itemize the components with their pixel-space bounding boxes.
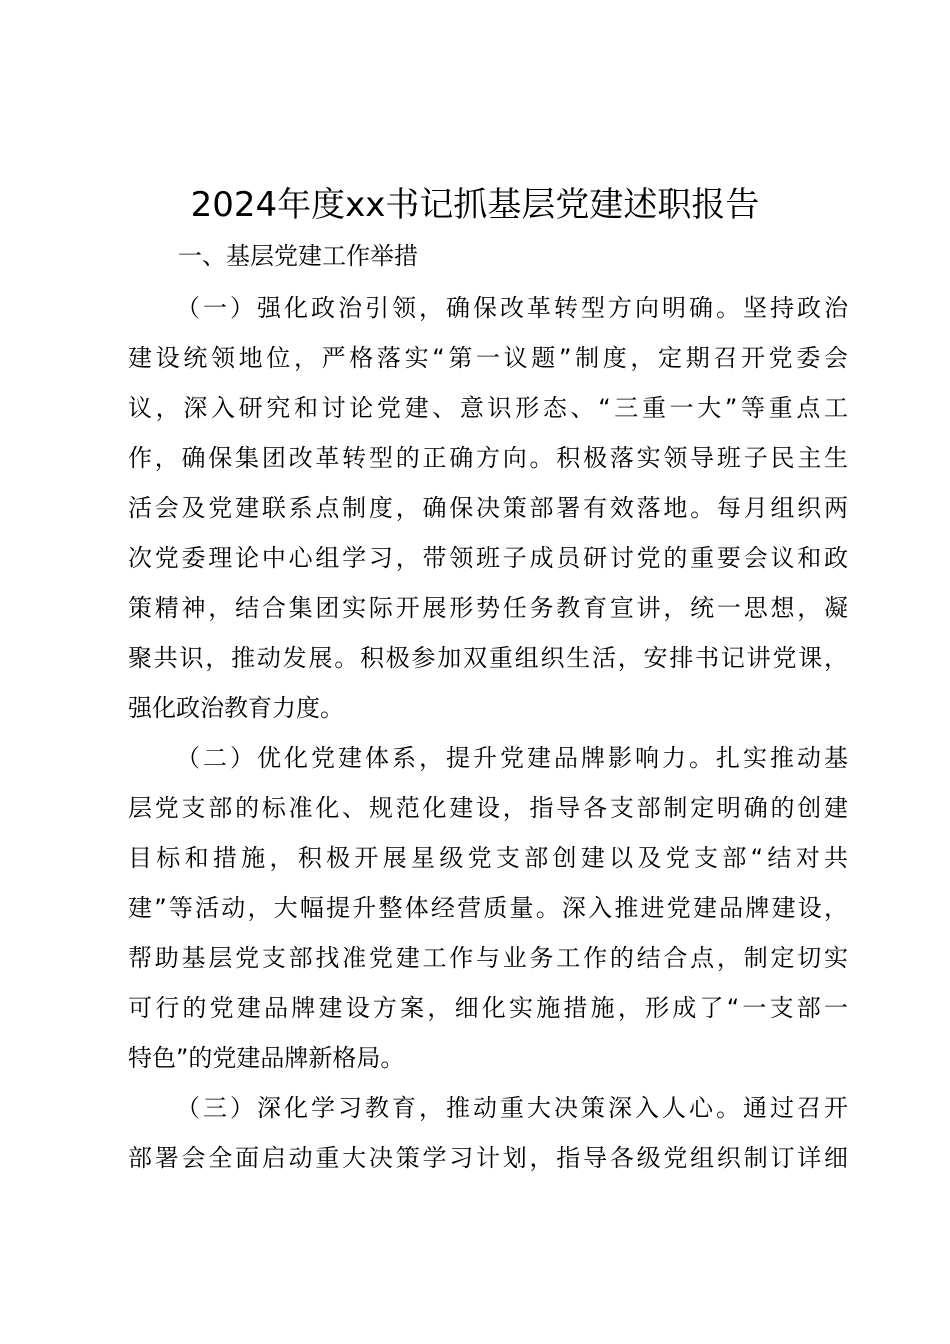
paragraph-line: 强化政治教育力度。: [128, 694, 344, 722]
paragraph-line: 目标和措施，积极开展星级党支部创建以及党支部“结对共: [128, 844, 848, 872]
paragraph-line: （三）深化学习教育，推动重大决策深入人心。通过召开: [176, 1094, 848, 1122]
paragraph-line: 作，确保集团改革转型的正确方向。积极落实领导班子民主生: [128, 444, 848, 472]
paragraph-line: （二）优化党建体系，提升党建品牌影响力。扎实推动基: [176, 744, 848, 772]
paragraph-line: 层党支部的标准化、规范化建设，指导各支部制定明确的创建: [128, 794, 848, 822]
paragraph-3: [128, 1083, 848, 1183]
paragraph-line: 聚共识，推动发展。积极参加双重组织生活，安排书记讲党课，: [128, 644, 848, 672]
document-body: [128, 283, 848, 1183]
paragraph-1: [128, 283, 848, 733]
document-title: 2024年度xx书记抓基层党建述职报告: [190, 185, 760, 225]
paragraph-line: 策精神，结合集团实际开展形势任务教育宣讲，统一思想，凝: [128, 594, 848, 622]
paragraph-line: 议，深入研究和讨论党建、意识形态、“三重一大”等重点工: [128, 394, 848, 422]
paragraph-2: [128, 733, 848, 1083]
paragraph-line: 特色”的党建品牌新格局。: [128, 1044, 405, 1072]
section-heading: 一、基层党建工作举措: [178, 242, 418, 270]
paragraph-line: 帮助基层党支部找准党建工作与业务工作的结合点，制定切实: [128, 944, 848, 972]
paragraph-line: 部署会全面启动重大决策学习计划，指导各级党组织制订详细: [128, 1144, 848, 1172]
paragraph-line: 建”等活动，大幅提升整体经营质量。深入推进党建品牌建设，: [128, 894, 848, 922]
paragraph-line: （一）强化政治引领，确保改革转型方向明确。坚持政治: [176, 294, 848, 322]
paragraph-line: 建设统领地位，严格落实“第一议题”制度，定期召开党委会: [128, 344, 848, 372]
paragraph-line: 可行的党建品牌建设方案，细化实施措施，形成了“一支部一: [128, 994, 848, 1022]
paragraph-line: 活会及党建联系点制度，确保决策部署有效落地。每月组织两: [128, 494, 848, 522]
paragraph-line: 次党委理论中心组学习，带领班子成员研讨党的重要会议和政: [128, 544, 848, 572]
